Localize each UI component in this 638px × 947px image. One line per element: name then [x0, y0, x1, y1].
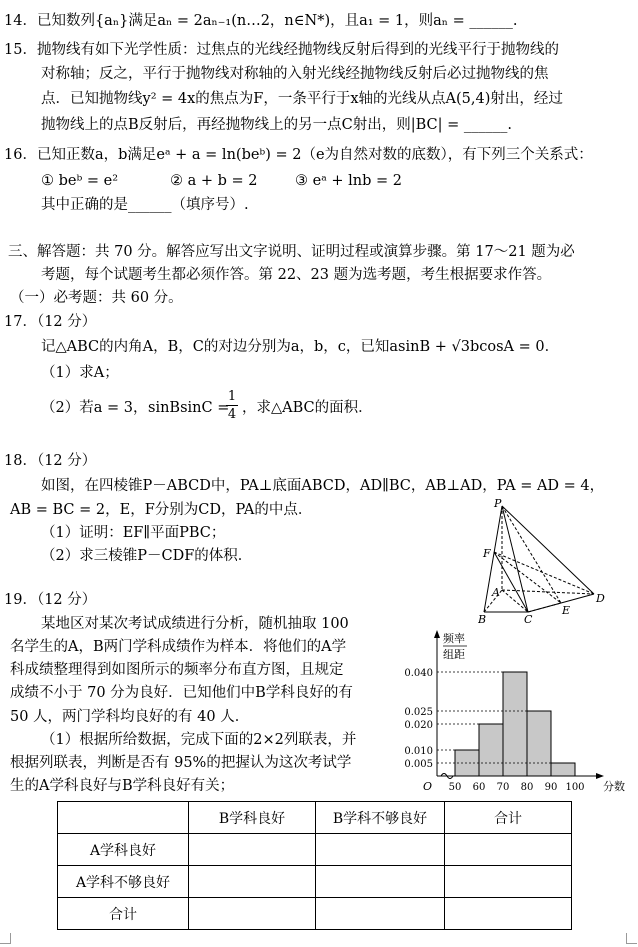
question-15-line-2: 对称轴；反之，平行于抛物线对称轴的入射光线经抛物线反射后必过抛物线的焦 — [41, 66, 549, 82]
question-15-line-3: 点．已知抛物线y² = 4x的焦点为F，一条平行于x轴的光线从点A(5,4)射出，经过 — [41, 91, 563, 107]
fraction-one-quarter — [226, 388, 238, 423]
question-17-header: 17．（12 分） — [4, 314, 97, 330]
question-15-line-4: 抛物线上的点B反射后，再经抛物线上的另一点C射出，则|BC| = ______. — [41, 117, 513, 133]
pyramid-label-p: P — [494, 498, 502, 510]
y-axis-label-top: 频率 — [443, 632, 465, 645]
question-19-line-5: 50 人，两门学科均良好的有 40 人． — [10, 709, 250, 725]
x-axis-arrow — [596, 773, 604, 779]
y-axis-arrow — [434, 630, 440, 638]
table-row-label-a-good: A学科良好 — [58, 834, 189, 866]
question-18-part-1: （1）证明：EF∥平面PBC； — [41, 525, 226, 541]
table-header-total: 合计 — [445, 802, 572, 834]
origin-label: O — [423, 780, 433, 793]
fraction-numerator: 1 — [227, 389, 237, 404]
pyramid-figure — [478, 498, 610, 626]
question-19-line-7: 根据列联表，判断是否有 95%的把握认为这次考试学 — [10, 755, 352, 771]
question-17-part-1: （1）求A； — [41, 365, 119, 381]
x-tick-label: 100 — [565, 782, 585, 793]
table-cell[interactable] — [445, 898, 572, 930]
question-18-line-1: 如图，在四棱锥P－ABCD中，PA⊥底面ABCD，AD∥BC，AB⊥AD，PA = AD = 4， — [41, 478, 605, 494]
y-tick-label: 0.025 — [404, 707, 433, 718]
question-19-line-4: 成绩不小于 70 分为良好．已知他们中B学科良好的有 — [10, 685, 353, 701]
pyramid-label-f: F — [483, 547, 491, 560]
y-tick-label: 0.040 — [404, 668, 433, 679]
x-axis-label: 分数 — [603, 780, 625, 793]
question-19-line-8: 生的A学科良好与B学科良好有关； — [10, 778, 235, 794]
histogram-bar — [479, 724, 503, 776]
table-row-label-a-not-good: A学科不够良好 — [58, 866, 189, 898]
pyramid-label-a: A — [492, 586, 500, 599]
question-15-line-1: 15．抛物线有如下光学性质：过焦点的光线经抛物线反射后得到的光线平行于抛物线的 — [4, 42, 559, 58]
question-19-line-3: 科成绩整理得到如图所示的频率分布直方图，且规定 — [10, 662, 344, 678]
question-17-part-2-c: ，求△ABC的面积． — [242, 400, 373, 416]
contingency-table — [57, 801, 572, 930]
table-header-b-not-good: B学科不够良好 — [316, 802, 445, 834]
pyramid-label-e: E — [562, 604, 571, 617]
table-cell[interactable] — [316, 898, 445, 930]
pyramid-label-d: D — [596, 592, 605, 605]
table-cell — [58, 802, 189, 834]
table-row — [58, 834, 572, 866]
x-tick-label: 50 — [448, 782, 462, 793]
y-tick-label: 0.020 — [404, 720, 433, 731]
question-18-part-2: （2）求三棱锥P－CDF的体积． — [41, 548, 253, 564]
y-tick-label: 0.010 — [404, 746, 433, 757]
table-cell[interactable] — [445, 834, 572, 866]
table-cell[interactable] — [189, 898, 316, 930]
question-19-line-2: 名学生的A，B两门学科成绩作为样本．将他们的A学 — [10, 639, 347, 655]
table-header-row — [58, 802, 572, 834]
table-cell[interactable] — [316, 866, 445, 898]
x-tick-label: 70 — [496, 782, 510, 793]
question-16-answer-prompt: 其中正确的是______（填序号）. — [41, 197, 249, 213]
question-17-part-2-a: （2）若a = 3， — [41, 400, 148, 416]
question-16-line-1: 16．已知正数a，b满足eᵃ + a = ln(beᵇ) = 2（e为自然对数的底数），有下列三个关系式： — [4, 147, 593, 163]
histogram-bar — [503, 672, 527, 776]
question-14: 14．已知数列{aₙ}满足aₙ = 2aₙ₋₁(n…2，n∈N*)，且a₁ = 1，则aₙ = ______. — [4, 13, 518, 29]
corner-mark-bottom-right — [626, 933, 637, 944]
table-header-b-good: B学科良好 — [189, 802, 316, 834]
fraction-denominator: 4 — [227, 407, 237, 422]
question-19-line-6: （1）根据所给数据，完成下面的2×2列联表，并 — [41, 732, 357, 748]
question-16-option-1: ① beᵇ = e² — [41, 173, 119, 189]
x-tick-label: 80 — [520, 782, 534, 793]
question-16-option-3: ③ eᵃ + lnb = 2 — [295, 173, 403, 189]
pyramid-label-c: C — [524, 613, 533, 626]
table-row — [58, 866, 572, 898]
table-cell[interactable] — [189, 866, 316, 898]
question-19-header: 19．（12 分） — [4, 592, 97, 608]
question-18-header: 18．（12 分） — [4, 453, 97, 469]
table-cell[interactable] — [316, 834, 445, 866]
table-row — [58, 898, 572, 930]
question-19-line-1: 某地区对某次考试成绩进行分析，随机抽取 100 — [41, 616, 349, 632]
question-18-line-2: AB = BC = 2，E，F分别为CD，PA的中点． — [10, 502, 313, 518]
x-tick-label: 60 — [472, 782, 486, 793]
section-3-heading-1: 三、解答题：共 70 分。解答应写出文字说明、证明过程或演算步骤。第 17～21 题为必 — [8, 244, 575, 260]
corner-mark-bottom-left — [0, 933, 11, 944]
question-17-line-1: 记△ABC的内角A，B，C的对边分别为a，b，c，已知asinB + √3bcosA = 0． — [41, 339, 560, 355]
question-16-option-2: ② a + b = 2 — [170, 173, 258, 189]
y-tick-label: 0.005 — [404, 759, 433, 770]
y-axis-label-bottom: 组距 — [443, 648, 465, 661]
question-17-part-2-b: sinBsinC = — [148, 400, 230, 416]
section-3-heading-3: （一）必考题：共 60 分。 — [10, 290, 183, 306]
histogram-bar — [527, 711, 551, 776]
histogram-bar — [551, 763, 575, 776]
table-cell[interactable] — [445, 866, 572, 898]
pyramid-label-b: B — [478, 613, 487, 626]
section-3-heading-2: 考题，每个试题考生都必须作答。第 22、23 题为选考题，考生根据要求作答。 — [41, 267, 552, 283]
table-cell[interactable] — [189, 834, 316, 866]
x-tick-label: 90 — [544, 782, 558, 793]
table-row-label-total: 合计 — [58, 898, 189, 930]
frequency-histogram — [385, 628, 625, 803]
